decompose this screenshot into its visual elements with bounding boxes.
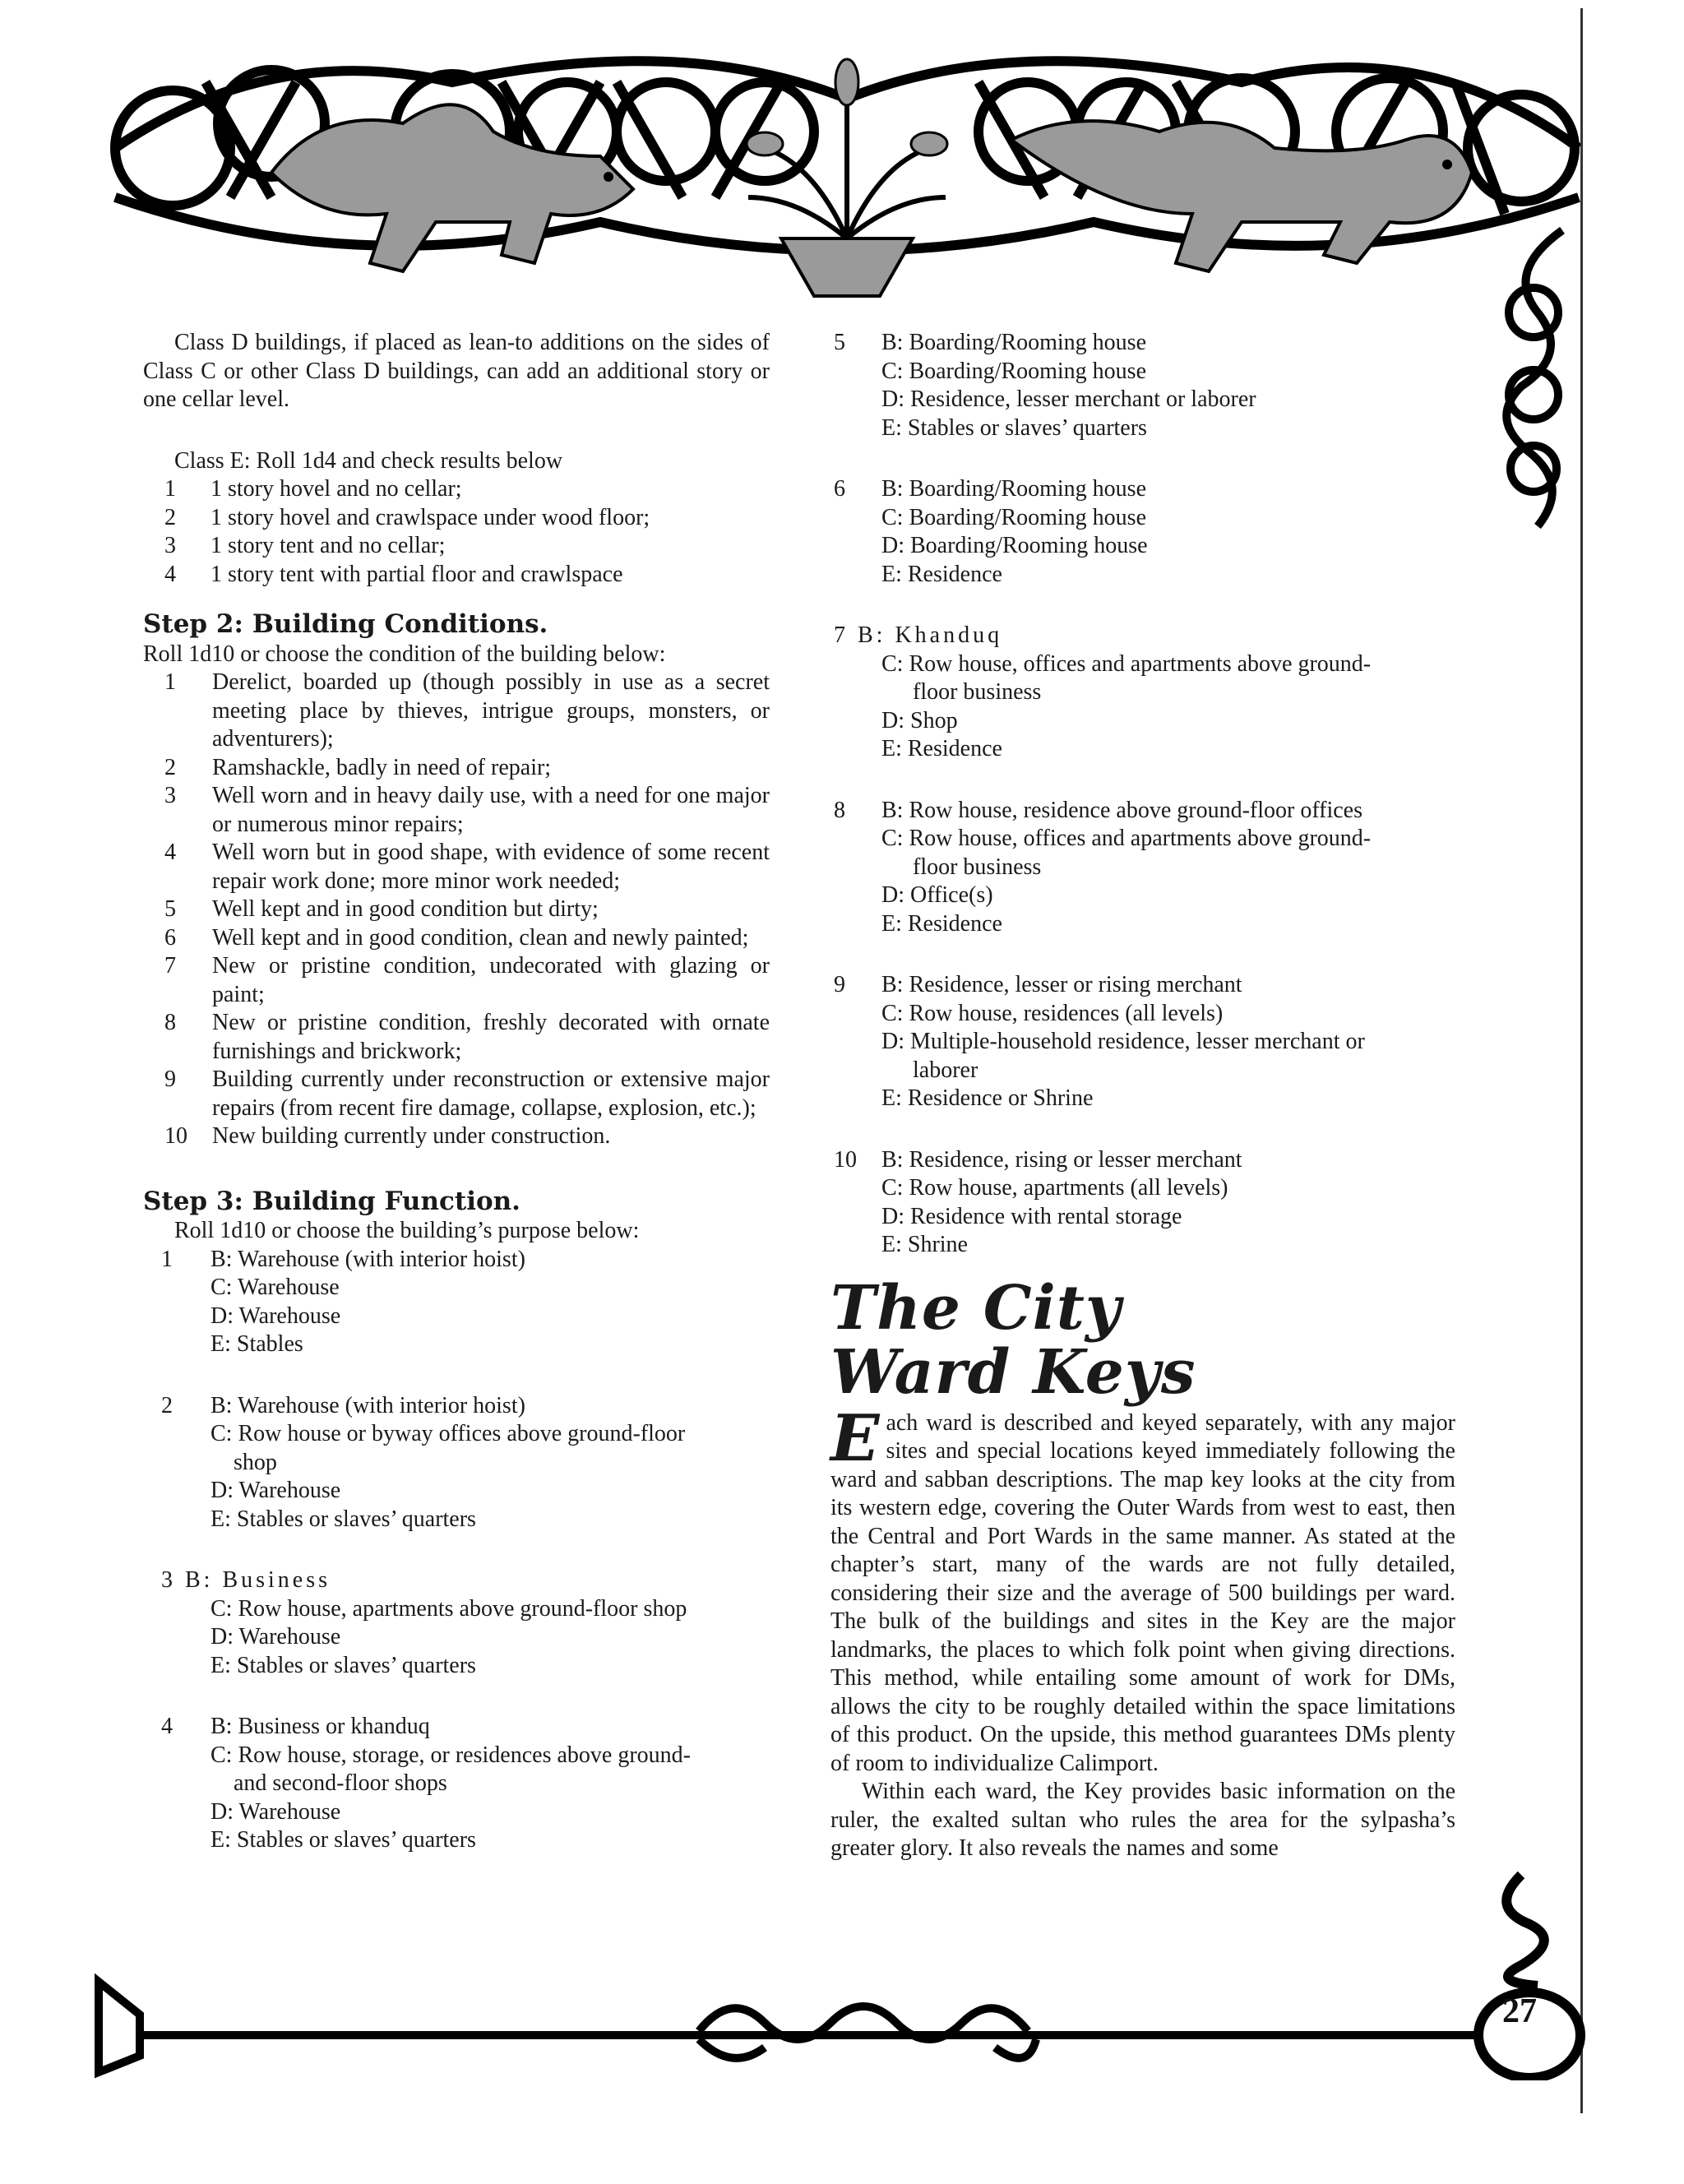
- class-c-text: C: Row house, apartments above ground-floor shop: [210, 1595, 687, 1622]
- item-number: 4: [164, 561, 176, 587]
- class-c-text: C: Row house, residences (all levels): [881, 1000, 1224, 1026]
- class-b-text: B: Residence, lesser or rising merchant: [881, 972, 1242, 997]
- condition-item: [143, 754, 770, 783]
- class-d-text: D: Residence with rental storage: [881, 1203, 1182, 1229]
- item-text: Derelict, boarded up (though possibly in use as a secret meeting place by thieves, intrigue groups, monsters, or adventurers);: [212, 669, 770, 752]
- item-number: 1: [164, 476, 176, 502]
- condition-item: [143, 839, 770, 895]
- class-d-paragraph: Class D buildings, if placed as lean-to additions on the sides of Class C or other Class D buildings, can add an additional story or one cellar level.: [143, 330, 770, 412]
- class-d-text: D: Office(s): [881, 882, 993, 908]
- class-c-text: C: Row house, offices and apartments above ground-: [881, 826, 1372, 851]
- class-d-text: D: Warehouse: [210, 1624, 341, 1650]
- item-text: 1 story tent and no cellar;: [210, 533, 446, 558]
- item-text: Well kept and in good condition but dirty;: [212, 896, 599, 922]
- step2-heading: Step 2: Building Conditions.: [143, 609, 548, 639]
- item-number: 4: [164, 840, 176, 865]
- class-e-title: Class E: Roll 1d4 and check results below: [174, 447, 563, 474]
- class-b-text: B: Khanduq: [858, 622, 1003, 648]
- function-entry-2: [143, 1392, 770, 1534]
- item-text: 1 story tent with partial floor and crawlspace: [210, 561, 623, 587]
- item-number: 3: [161, 1567, 176, 1593]
- item-text: New or pristine condition, freshly decorated with ornate furnishings and brickwork;: [212, 1010, 770, 1064]
- item-number: 3: [164, 783, 176, 808]
- class-d-text: D: Warehouse: [210, 1303, 341, 1329]
- item-number: 7: [834, 622, 849, 648]
- class-e-item: [143, 475, 770, 504]
- class-d-text: D: Warehouse: [210, 1478, 341, 1503]
- class-e-text: E: Residence: [881, 736, 1002, 761]
- class-c-text-cont: floor business: [913, 854, 1042, 880]
- class-c-text: C: Boarding/Rooming house: [881, 358, 1146, 384]
- function-entry-4: [143, 1713, 770, 1855]
- class-e-text: E: Stables or slaves’ quarters: [210, 1652, 476, 1678]
- class-e-item: [143, 504, 770, 533]
- item-text: New building currently under construction.: [212, 1123, 611, 1149]
- paragraph-text: ach ward is described and keyed separately, with any major sites and special locations keyed immediately following the ward and sabban descriptions. The map key looks at the city from its western edge, covering the Outer Wards from west to east, then the Central and Port Wards in the same manner. As stated at the chapter’s start, many of the wards are not fully detailed, considering their size and the average of 500 buildings per ward. The bulk of the buildings and sites in the Key are the major landmarks, the places to which folk point when giving directions. This method, while entailing some amount of work for DMs, allows the city to be roughly detailed within the space limitations of this product. On the upside, this method guarantees DMs plenty of room to individualize Calimport.: [830, 1409, 1455, 1776]
- class-c-text: C: Row house, apartments (all levels): [881, 1175, 1228, 1201]
- class-e-item: [143, 561, 770, 590]
- class-e-text: E: Residence: [881, 561, 1002, 587]
- right-edge-rule: [1580, 8, 1583, 2113]
- class-d-text: D: Shop: [881, 707, 958, 733]
- class-b-text: B: Warehouse (with interior hoist): [210, 1246, 525, 1272]
- class-e-text: E: Residence: [881, 910, 1002, 937]
- class-b-text: B: Row house, residence above ground-floor offices: [881, 797, 1362, 823]
- item-number: 2: [161, 1392, 173, 1418]
- left-column: [143, 329, 770, 1855]
- item-text: New or pristine condition, undecorated with glazing or paint;: [212, 953, 770, 1007]
- class-b-text: B: Warehouse (with interior hoist): [210, 1392, 525, 1418]
- function-entry-5: [830, 329, 1455, 442]
- step3-intro: Roll 1d10 or choose the building’s purpose below:: [174, 1218, 640, 1243]
- item-text: Building currently under reconstruction or extensive major repairs (from recent fire damage, collapse, explosion, etc.);: [212, 1067, 770, 1121]
- class-d-text: D: Boarding/Rooming house: [881, 533, 1148, 558]
- class-b-text: B: Boarding/Rooming house: [881, 476, 1146, 502]
- class-e-text: E: Stables or slaves’ quarters: [210, 1506, 476, 1532]
- step3-heading: Step 3: Building Function.: [143, 1186, 520, 1216]
- right-column: [830, 329, 1455, 1863]
- step2-intro: Roll 1d10 or choose the condition of the building below:: [143, 641, 666, 667]
- title-line-2: Ward Keys: [830, 1336, 1196, 1408]
- item-number: 4: [161, 1714, 173, 1739]
- page-number: 27: [1502, 1992, 1537, 2030]
- condition-item: [143, 669, 770, 754]
- class-e-item: [143, 532, 770, 561]
- class-c-text-cont: floor business: [913, 679, 1042, 705]
- item-number: 6: [164, 924, 176, 951]
- class-e-text: E: Residence or Shrine: [881, 1085, 1094, 1111]
- class-e-text: E: Shrine: [881, 1232, 968, 1257]
- item-number: 2: [164, 754, 176, 780]
- class-b-text: B: Residence, rising or lesser merchant: [881, 1146, 1242, 1173]
- bottom-border-ornament: [90, 1965, 1587, 2080]
- condition-item: [143, 1066, 770, 1122]
- item-number: 7: [164, 953, 176, 979]
- class-c-text: C: Boarding/Rooming house: [881, 504, 1146, 530]
- condition-item: [143, 895, 770, 924]
- class-c-text: C: Row house, storage, or residences above ground-: [210, 1742, 691, 1768]
- item-number: 2: [164, 504, 176, 530]
- class-d-text: D: Residence, lesser merchant or laborer: [881, 386, 1256, 412]
- celtic-gargoyle-border: [107, 33, 1587, 312]
- side-scroll-ornament: [1488, 222, 1579, 551]
- item-text: 1 story hovel and no cellar;: [210, 476, 462, 502]
- class-e-text: E: Stables: [210, 1331, 303, 1357]
- item-number: 10: [834, 1146, 857, 1173]
- item-number: 8: [834, 797, 845, 823]
- class-e-text: E: Stables or slaves’ quarters: [881, 414, 1147, 441]
- class-d-text: D: Multiple-household residence, lesser merchant or: [881, 1029, 1365, 1054]
- section-title: [830, 1272, 1455, 1408]
- class-c-text: C: Row house or byway offices above ground-floor: [210, 1421, 686, 1446]
- class-c-text-cont: and second-floor shops: [234, 1770, 447, 1796]
- item-text: 1 story hovel and crawlspace under wood floor;: [210, 504, 650, 530]
- item-text: Well kept and in good condition, clean and newly painted;: [212, 924, 749, 951]
- item-number: 8: [164, 1010, 176, 1035]
- item-number: 1: [164, 669, 176, 695]
- item-number: 10: [164, 1123, 187, 1149]
- ward-keys-paragraph-2: Within each ward, the Key provides basic information on the ruler, the exalted sultan who rules the area for the sylpasha’s greater glory. It also reveals the names and some: [830, 1779, 1455, 1861]
- title-line-1: The City: [830, 1272, 1122, 1344]
- class-c-text: C: Row house, offices and apartments above ground-: [881, 650, 1372, 677]
- condition-item: [143, 924, 770, 953]
- item-number: 3: [164, 533, 176, 558]
- class-b-text: B: Business or khanduq: [210, 1714, 430, 1739]
- item-text: Well worn but in good shape, with evidence of some recent repair work done; more minor work needed;: [212, 840, 770, 894]
- function-entry-10: [830, 1146, 1455, 1260]
- condition-item: [143, 952, 770, 1009]
- class-b-text: B: Business: [185, 1567, 331, 1593]
- item-number: 5: [834, 330, 845, 355]
- class-b-text: B: Boarding/Rooming house: [881, 330, 1146, 355]
- condition-item: [143, 1009, 770, 1066]
- item-number: 5: [164, 896, 176, 922]
- item-number: 9: [834, 972, 845, 997]
- class-d-text-cont: laborer: [913, 1057, 978, 1083]
- condition-item: [143, 782, 770, 839]
- item-number: 6: [834, 476, 845, 502]
- class-e-text: E: Stables or slaves’ quarters: [210, 1827, 476, 1853]
- function-entry-7: [830, 622, 1455, 764]
- class-d-text: D: Warehouse: [210, 1798, 341, 1825]
- item-number: 1: [161, 1246, 173, 1272]
- item-text: Well worn and in heavy daily use, with a need for one major or numerous minor repairs;: [212, 783, 770, 837]
- ward-keys-paragraph-1: [830, 1400, 1455, 1779]
- class-c-text: C: Warehouse: [210, 1275, 340, 1300]
- condition-item: [143, 1122, 770, 1151]
- function-entry-3: [143, 1566, 770, 1680]
- function-entry-8: [830, 797, 1455, 939]
- function-entry-6: [830, 475, 1455, 589]
- drop-cap: E: [830, 1400, 880, 1476]
- function-entry-9: [830, 971, 1455, 1113]
- item-number: 9: [164, 1067, 176, 1092]
- item-text: Ramshackle, badly in need of repair;: [212, 754, 552, 780]
- function-entry-1: [143, 1246, 770, 1359]
- class-c-text-cont: shop: [234, 1449, 277, 1475]
